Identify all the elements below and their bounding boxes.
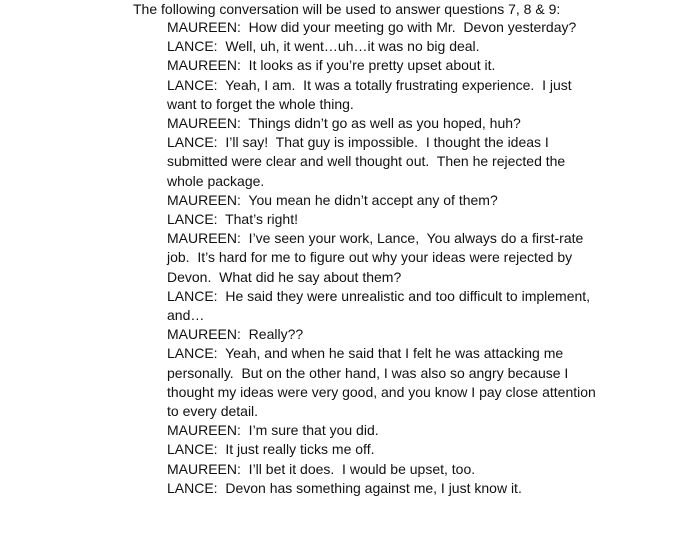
dialogue-line: LANCE: I’ll say! That guy is impossible. I thought the ideas I xyxy=(167,134,549,151)
dialogue-line: whole package. xyxy=(167,172,265,189)
dialogue-line: MAUREEN: Really?? xyxy=(167,326,304,343)
dialogue-line: personally. But on the other hand, I was also so angry because I xyxy=(167,364,569,381)
dialogue-line: MAUREEN: I’ve seen your work, Lance, You always do a first-rate xyxy=(167,230,584,247)
conversation-transcript xyxy=(167,18,617,498)
dialogue-line: LANCE: Yeah, and when he said that I felt he was attacking me xyxy=(167,345,564,362)
intro-text: The following conversation will be used to answer questions 7, 8 & 9: xyxy=(133,1,561,17)
dialogue-line: MAUREEN: I’ll bet it does. I would be upset, too. xyxy=(167,460,476,477)
dialogue-line: want to forget the whole thing. xyxy=(167,95,354,112)
dialogue-line: to every detail. xyxy=(167,403,259,420)
dialogue-line: LANCE: Devon has something against me, I just know it. xyxy=(167,479,522,496)
dialogue-line: Devon. What did he say about them? xyxy=(167,268,402,285)
dialogue-line: MAUREEN: It looks as if you’re pretty upset about it. xyxy=(167,57,496,74)
dialogue-line: LANCE: Yeah, I am. It was a totally frustrating experience. I just xyxy=(167,76,572,93)
dialogue-line: LANCE: That’s right! xyxy=(167,211,298,228)
dialogue-line: LANCE: He said they were unrealistic and too difficult to implement, xyxy=(167,287,591,304)
dialogue-line: job. It’s hard for me to figure out why your ideas were rejected by xyxy=(167,249,573,266)
dialogue-line: thought my ideas were very good, and you know I pay close attention xyxy=(167,383,596,400)
dialogue-line: MAUREEN: Things didn’t go as well as you hoped, huh? xyxy=(167,115,521,132)
dialogue-line: submitted were clear and well thought out. Then he rejected the xyxy=(167,153,566,170)
dialogue-line: MAUREEN: I’m sure that you did. xyxy=(167,422,379,439)
dialogue-line: MAUREEN: You mean he didn’t accept any of them? xyxy=(167,191,498,208)
dialogue-line: and… xyxy=(167,307,205,324)
dialogue-line: MAUREEN: How did your meeting go with Mr. Devon yesterday? xyxy=(167,19,577,35)
dialogue-line: LANCE: It just really ticks me off. xyxy=(167,441,375,458)
dialogue-line: LANCE: Well, uh, it went…uh…it was no big deal. xyxy=(167,38,480,55)
